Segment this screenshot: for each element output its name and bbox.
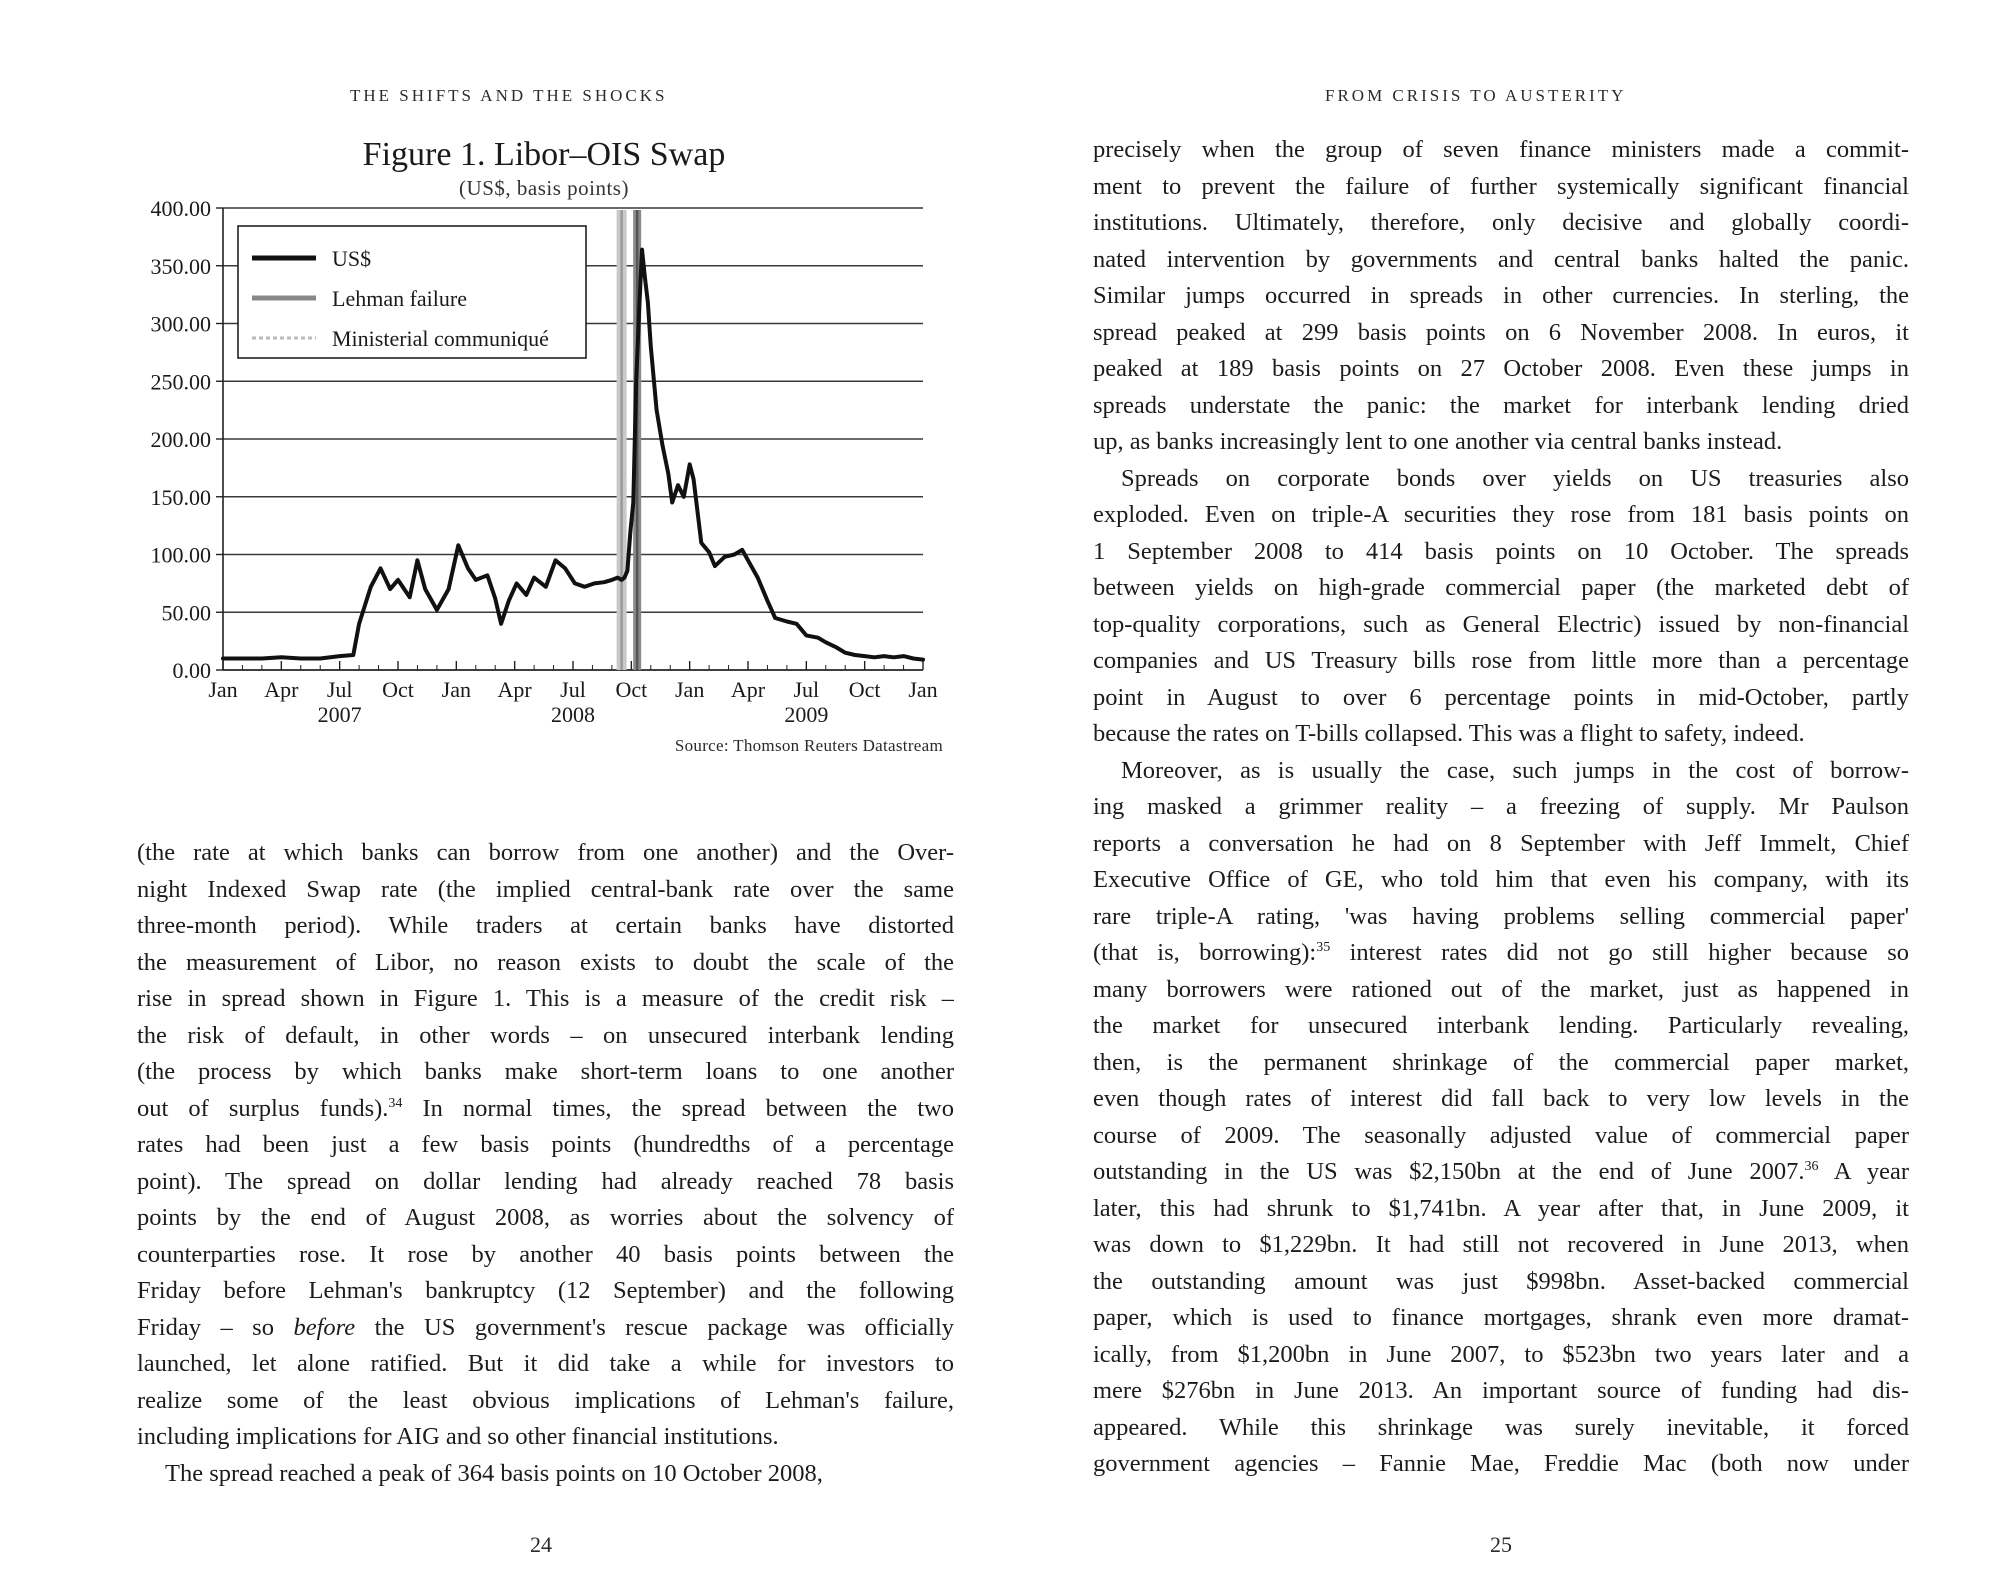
x-tick-label: Oct [615, 677, 648, 702]
data-point [573, 582, 576, 585]
data-point [486, 574, 489, 577]
y-tick-label: 150.00 [150, 484, 211, 510]
x-tick-label: Oct [382, 677, 414, 702]
data-point [299, 657, 302, 660]
y-tick-label: 300.00 [150, 311, 211, 337]
data-point [883, 655, 886, 658]
data-point [241, 657, 244, 660]
x-tick-label: Jan [208, 677, 238, 702]
data-point [646, 301, 649, 304]
y-tick-label: 250.00 [150, 369, 211, 395]
chart-x-axis [208, 661, 937, 727]
text-line: point). The spread on dollar lending had already reached 78 basis [137, 1167, 954, 1195]
data-point [661, 443, 664, 446]
text-line: many borrowers were rationed out of the market, just as happened in [1093, 975, 1909, 1003]
data-point [834, 645, 837, 648]
data-point [507, 599, 510, 602]
x-tick-label: Jul [326, 677, 353, 702]
x-tick-label: Jul [793, 677, 820, 702]
y-tick-label: 100.00 [150, 542, 211, 568]
data-point [892, 656, 895, 659]
y-tick-label: 0.00 [172, 658, 211, 683]
x-year-label: 2007 [317, 702, 362, 727]
text-line: three-month period). While traders at certain banks have distorted [137, 912, 954, 939]
data-point [671, 501, 674, 504]
data-point [221, 657, 224, 660]
y-tick-label: 200.00 [150, 427, 211, 452]
data-point [499, 622, 502, 625]
data-point [682, 495, 685, 498]
data-point [844, 651, 847, 654]
data-point [713, 564, 716, 567]
text-line: exploded. Even on triple-A securities they rose from 181 basis points on [1093, 501, 1909, 528]
data-point [603, 581, 606, 584]
data-point [424, 588, 427, 591]
text-line: mere $276bn in June 2013. An important source of funding had dis- [1093, 1377, 1909, 1404]
x-year-label: 2009 [784, 702, 829, 727]
data-point [593, 582, 596, 585]
text-line: peaked at 189 basis points on 27 October 2008. Even these jumps in [1093, 355, 1909, 382]
data-point [741, 548, 744, 551]
data-point [700, 541, 703, 544]
data-point [921, 658, 924, 661]
x-tick-label: Jan [675, 677, 705, 702]
data-point [525, 593, 528, 596]
text-line: even though rates of interest did fall back to very low levels in the [1093, 1085, 1909, 1112]
text-line: point in August to over 6 percentage points in mid-October, partly [1093, 683, 1909, 711]
text-line: up, as banks increasingly lent to one another via central banks instead. [1093, 428, 1783, 455]
text-line: top-quality corporations, such as General Electric) issued by non-financial [1093, 610, 1909, 638]
text-line: realize some of the least obvious implications of Lehman's failure, [137, 1386, 954, 1414]
data-point [853, 653, 856, 656]
chart-y-axis [151, 196, 224, 683]
y-tick-label: 350.00 [150, 253, 211, 279]
text-line: the risk of default, in other words – on unsecured interbank lending [137, 1021, 954, 1049]
data-point [795, 622, 798, 625]
data-point [733, 553, 736, 556]
data-point [785, 620, 788, 623]
data-point [902, 655, 905, 658]
data-point [692, 478, 695, 481]
data-point [667, 472, 670, 475]
data-point [474, 578, 477, 581]
footnote-ref-36[interactable]: 36 [1804, 1158, 1819, 1174]
data-point [396, 578, 399, 581]
footnote-ref-35[interactable]: 35 [1316, 939, 1331, 955]
chart-title: Figure 1. Libor–OIS Swap [362, 136, 726, 173]
text-line: rates had been just a few basis points (hundredths of a percentage [137, 1131, 954, 1158]
data-point [554, 559, 557, 562]
left-page-body [137, 835, 954, 1492]
data-point [583, 585, 586, 588]
data-point [369, 585, 372, 588]
text-line: companies and US Treasury bills rose from little more than a percentage [1093, 647, 1909, 674]
data-point [632, 501, 635, 504]
data-point [616, 576, 619, 579]
data-point [640, 248, 643, 251]
text-line: out of surplus funds).$^{34}$ In normal times, the spread between the two [137, 1094, 954, 1122]
data-point [676, 484, 679, 487]
data-point [544, 585, 547, 588]
data-point [494, 597, 497, 600]
text-line: institutions. Ultimately, therefore, only decisive and globally coordi- [1093, 209, 1909, 236]
data-point [643, 276, 646, 279]
data-point [766, 599, 769, 602]
legend-label: US$ [332, 246, 372, 271]
text-line: Similar jumps occurred in spreads in other currencies. In sterling, the [1093, 282, 1909, 309]
x-tick-label: Apr [497, 677, 532, 702]
data-point [626, 569, 629, 572]
data-point [708, 551, 711, 554]
text-line: later, this had shrunk to $1,741bn. A year after that, in June 2009, it [1093, 1194, 1909, 1222]
text-line: appeared. While this shrinkage was surely inevitable, it forced [1093, 1413, 1909, 1441]
data-point [260, 657, 263, 660]
text-line: The spread reached a peak of 364 basis points on 10 October 2008, [165, 1459, 823, 1487]
data-point [912, 657, 915, 660]
text-line: because the rates on T-bills collapsed. This was a flight to safety, indeed. [1093, 720, 1805, 747]
text-line: the measurement of Libor, no reason exists to doubt the scale of the [137, 948, 954, 976]
text-line: Friday before Lehman's bankruptcy (12 September) and the following [137, 1277, 954, 1304]
text-line: outstanding in the US was $2,150bn at the end of June 2007.36 A year [1093, 1158, 1909, 1185]
chart-event-lines [617, 210, 642, 670]
text-line: precisely when the group of seven finance ministers made a commit- [1093, 136, 1909, 163]
running-head-right: FROM CRISIS TO AUSTERITY [1325, 86, 1627, 105]
page-number-right: 25 [1490, 1532, 1512, 1557]
data-point [635, 380, 638, 383]
data-point [863, 655, 866, 658]
data-point [447, 588, 450, 591]
text-line: then, is the permanent shrinkage of the commercial paper market, [1093, 1048, 1909, 1076]
data-point [610, 578, 613, 581]
data-point [748, 562, 751, 565]
data-point [416, 559, 419, 562]
chart-subtitle: (US$, basis points) [459, 176, 629, 200]
text-line: course of 2009. The seasonally adjusted value of commercial paper [1093, 1121, 1909, 1149]
text-line: spreads understate the panic: the market for interbank lending dried [1093, 391, 1909, 419]
data-point [564, 567, 567, 570]
x-tick-label: Jan [441, 677, 471, 702]
footnote-ref-34[interactable]: 34 [388, 1095, 403, 1111]
text-line: counterparties rose. It rose by another 40 basis points between the [137, 1240, 954, 1268]
data-point [688, 463, 691, 466]
data-point [629, 530, 632, 533]
data-point [319, 657, 322, 660]
text-line: Executive Office of GE, who told him that even his company, with its [1093, 866, 1909, 893]
data-point [280, 656, 283, 659]
legend-label: Lehman failure [332, 286, 467, 311]
chart-legend [238, 226, 586, 358]
data-point [623, 576, 626, 579]
data-point [756, 576, 759, 579]
data-point [408, 596, 411, 599]
text-line: launched, let alone ratified. But it did take a while for investors to [137, 1350, 954, 1377]
text-line: including implications for AIG and so other financial institutions. [137, 1423, 779, 1450]
data-point [873, 656, 876, 659]
chart-source: Source: Thomson Reuters Datastream [674, 736, 943, 755]
text-line: points by the end of August 2008, as worries about the solvency of [137, 1204, 954, 1231]
data-point [816, 636, 819, 639]
text-line: the outstanding amount was just $998bn. Asset-backed commercial [1093, 1267, 1909, 1295]
x-tick-label: Oct [848, 677, 881, 702]
x-tick-label: Jan [908, 677, 938, 702]
data-point [655, 409, 658, 412]
data-point [457, 544, 460, 547]
text-line: ically, from $1,200bn in June 2007, to $523bn two years later and a [1093, 1340, 1909, 1368]
x-tick-label: Apr [730, 677, 766, 702]
text-line: ing masked a grimmer reality – a freezing of supply. Mr Paulson [1093, 793, 1909, 820]
x-tick-label: Apr [264, 677, 299, 702]
data-point [389, 588, 392, 591]
y-tick-label: 50.00 [161, 600, 211, 626]
data-point [774, 616, 777, 619]
text-line: (the process by which banks make short-term loans to one another [137, 1058, 954, 1085]
data-point [338, 655, 341, 658]
data-point [435, 608, 438, 611]
text-line: Friday – so before the US government's rescue package was officially [137, 1313, 954, 1341]
page-number-left: 24 [530, 1532, 552, 1557]
running-head-left: THE SHIFTS AND THE SHOCKS [350, 86, 668, 105]
data-point [620, 578, 623, 581]
data-point [358, 622, 361, 625]
text-line: 1 September 2008 to 414 basis points on 10 October. The spreads [1093, 537, 1909, 565]
right-page-body [1093, 132, 1909, 1483]
text-line: the market for unsecured interbank lending. Particularly revealing, [1093, 1012, 1909, 1039]
text-line: rise in spread shown in Figure 1. This is a measure of the credit risk – [137, 985, 954, 1012]
data-point [466, 567, 469, 570]
data-point [379, 567, 382, 570]
text-line: reports a conversation he had on 8 September with Jeff Immelt, Chief [1093, 829, 1909, 857]
text-line: Moreover, as is usually the case, such jumps in the cost of borrow- [1121, 756, 1909, 784]
data-point [824, 641, 827, 644]
text-line: spread peaked at 299 basis points on 6 November 2008. In euros, it [1093, 318, 1909, 346]
x-year-label: 2008 [551, 702, 595, 727]
text-line: (that is, borrowing):$^{35}$ interest rates did not go still higher because so [1093, 939, 1909, 966]
data-point [515, 582, 518, 585]
legend-label: Ministerial communiqué [332, 326, 549, 351]
libor-ois-chart [120, 130, 980, 770]
text-line: Spreads on corporate bonds over yields on US treasuries also [1121, 464, 1909, 492]
text-line: rare triple-A rating, 'was having problems selling commercial paper' [1093, 902, 1909, 930]
data-point [533, 576, 536, 579]
text-line: between yields on high-grade commercial paper (the marketed debt of [1093, 574, 1909, 601]
text-line: government agencies – Fannie Mae, Freddie Mac (both now under [1093, 1450, 1909, 1477]
text-line: nated intervention by governments and central banks halted the panic. [1093, 245, 1909, 273]
data-point [723, 555, 726, 558]
x-tick-label: Jul [560, 677, 586, 702]
data-point [638, 310, 641, 313]
text-line: ment to prevent the failure of further systemically significant financial [1093, 172, 1909, 200]
data-point [352, 653, 355, 656]
text-line: was down to $1,229bn. It had still not recovered in June 2013, when [1093, 1231, 1909, 1258]
text-line: (the rate at which banks can borrow from one another) and the Over- [137, 839, 954, 866]
y-tick-label: 400.00 [150, 196, 211, 221]
text-line: night Indexed Swap rate (the implied central-bank rate over the same [137, 875, 954, 903]
data-point [649, 345, 652, 348]
data-point [805, 634, 808, 637]
text-line: paper, which is used to finance mortgages, shrank even more dramat- [1093, 1304, 1909, 1331]
